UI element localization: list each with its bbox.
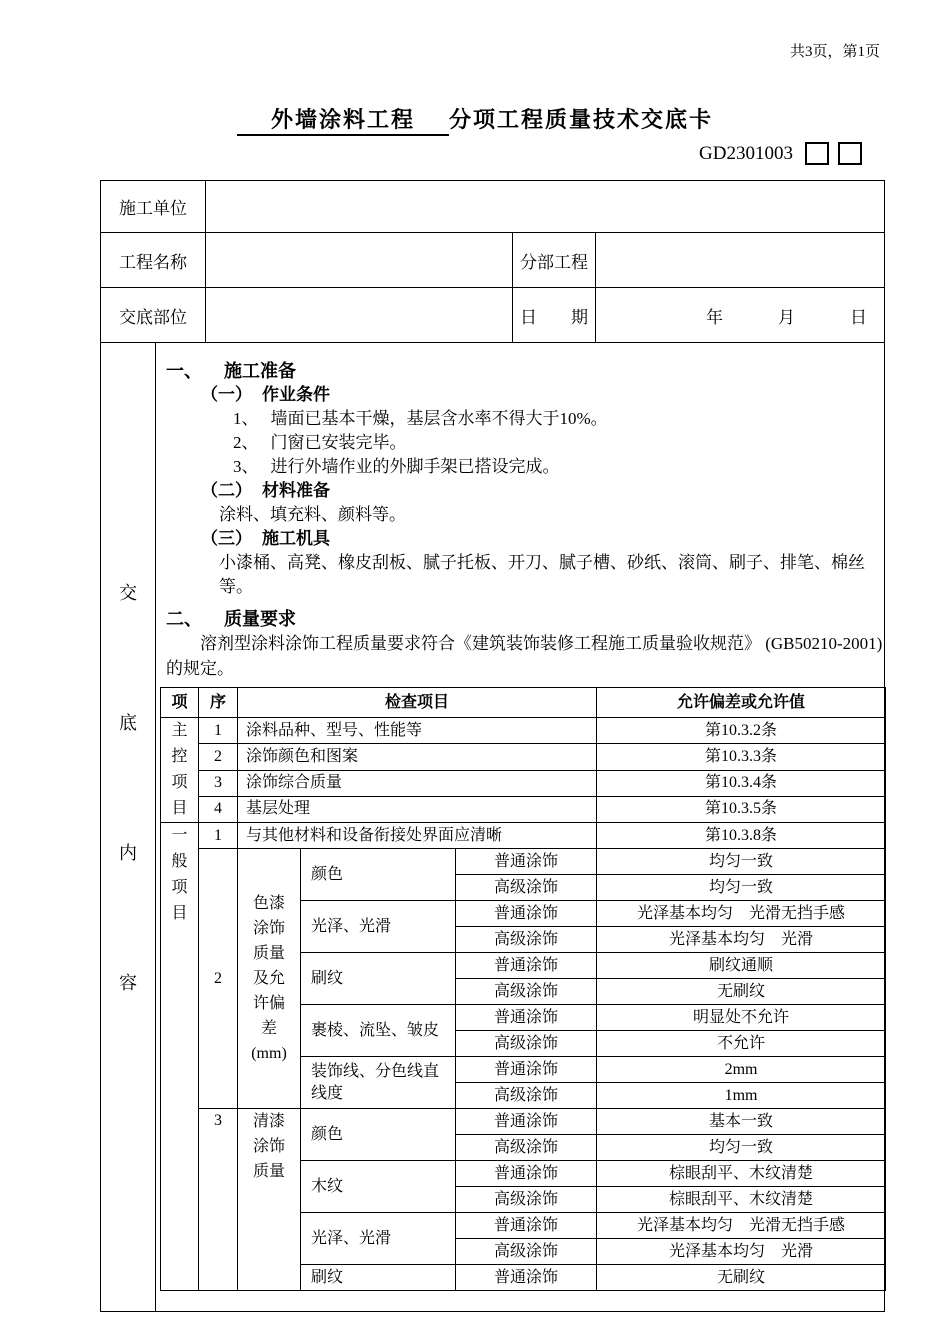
value-cell: 光泽基本均匀 光滑 [597,1239,886,1265]
col-header-seq: 序 [199,688,238,718]
form-code: GD2301003 [699,142,793,164]
quality-intro-paragraph: 溶剂型涂料涂饰工程质量要求符合《建筑装饰装修工程施工质量验收规范》 (GB50210-2001)的规定。 [166,634,883,678]
section-title: 质量要求 [224,609,296,629]
list-item [156,407,886,431]
item-text: 门窗已安装完毕。 [270,433,407,452]
briefing-content-vertical-label [101,343,156,1311]
subsection-number: （一） [201,385,252,404]
subsection-number: （三） [201,529,252,548]
seq-cell: 3 [199,770,238,796]
value-cell: 第10.3.4条 [597,770,886,796]
seq-cell: 1 [199,823,238,849]
item-number: 2、 [233,433,259,452]
qt-row [161,770,886,796]
subsection-number: （二） [201,481,252,500]
form-table [100,180,885,1312]
value-cell: 第10.3.5条 [597,796,886,822]
vertical-char: 内 [119,843,137,863]
col-header-allowed: 允许偏差或允许值 [597,688,886,718]
general-items-label: 一般项目 [161,823,199,1291]
table-row [101,181,885,233]
code-checkbox-2[interactable] [838,142,862,165]
seq-cell: 2 [199,744,238,770]
item-number: 3、 [233,457,259,476]
briefing-content [156,343,890,1311]
value-cell: 第10.3.3条 [597,744,886,770]
subsection-title: 作业条件 [262,385,330,404]
subsection-1-heading [156,383,886,407]
vertical-char: 容 [119,973,137,993]
seq-cell: 4 [199,796,238,822]
title-suffix: 分项工程质量技术交底卡 [449,107,714,132]
value-cell: 光泽基本均匀 光滑无挡手感 [597,901,886,927]
construction-unit-value[interactable] [206,181,885,233]
value-cell: 均匀一致 [597,849,886,875]
grade-cell: 高级涂饰 [456,1187,597,1213]
grade-cell: 高级涂饰 [456,1239,597,1265]
grade-cell: 高级涂饰 [456,979,597,1005]
section-number: 二、 [166,609,202,629]
item-cell: 涂料品种、型号、性能等 [238,718,597,744]
section-title: 施工准备 [224,361,296,381]
value-cell: 棕眼刮平、木纹清楚 [597,1161,886,1187]
grade-cell: 高级涂饰 [456,1031,597,1057]
value-cell: 无刷纹 [597,979,886,1005]
value-cell: 2mm [597,1057,886,1083]
category-cell: 清漆涂饰质量 [238,1109,301,1291]
value-cell: 基本一致 [597,1109,886,1135]
col-header-check-item: 检查项目 [238,688,597,718]
grade-cell: 普通涂饰 [456,1005,597,1031]
sub-item-cell: 木纹 [301,1161,456,1213]
subsection-2-heading [156,479,886,503]
item-number: 1、 [233,409,259,428]
section-number: 一、 [166,361,202,381]
grade-cell: 普通涂饰 [456,901,597,927]
sub-item-cell: 刷纹 [301,1265,456,1291]
grade-cell: 高级涂饰 [456,875,597,901]
value-cell: 无刷纹 [597,1265,886,1291]
item-cell: 涂饰综合质量 [238,770,597,796]
table-row [101,288,885,343]
value-cell: 明显处不允许 [597,1005,886,1031]
date-value[interactable]: 年 月 日 [596,288,885,343]
body-text: 小漆桶、高凳、橡皮刮板、腻子托板、开刀、腻子槽、砂纸、滚筒、刷子、排笔、棉丝等。 [219,553,865,596]
code-checkbox-1[interactable] [805,142,829,165]
grade-cell: 高级涂饰 [456,1135,597,1161]
value-cell: 均匀一致 [597,1135,886,1161]
subsection-3-heading [156,527,886,551]
quality-table [160,687,886,1291]
sub-item-cell: 颜色 [301,1109,456,1161]
item-cell: 涂饰颜色和图案 [238,744,597,770]
value-cell: 光泽基本均匀 光滑 [597,927,886,953]
value-cell: 不允许 [597,1031,886,1057]
section-2-heading [156,607,886,631]
seq-cell: 3 [199,1109,238,1291]
form-code-row [0,142,950,165]
project-name-value[interactable] [206,233,513,288]
grade-cell: 普通涂饰 [456,1057,597,1083]
seq-cell: 1 [199,718,238,744]
date-label: 日 期 [513,288,596,343]
table-row [101,343,885,1312]
value-cell: 第10.3.8条 [597,823,886,849]
vertical-char: 交 [119,583,137,603]
col-header-item: 项 [161,688,199,718]
document-title [0,103,950,134]
division-label: 分部工程 [513,233,596,288]
qt-row [161,849,886,875]
value-cell: 1mm [597,1083,886,1109]
value-cell: 第10.3.2条 [597,718,886,744]
grade-cell: 普通涂饰 [456,849,597,875]
sub-item-cell: 颜色 [301,849,456,901]
table-row [101,233,885,288]
sub-item-cell: 装饰线、分色线直线度 [301,1057,456,1109]
item-text: 进行外墙作业的外脚手架已搭设完成。 [270,457,560,476]
page-indicator: 共3页，第1页 [789,44,880,60]
value-cell: 刷纹通顺 [597,953,886,979]
qt-row [161,744,886,770]
briefing-part-value[interactable] [206,288,513,343]
sub-item-cell: 光泽、光滑 [301,901,456,953]
qt-row [161,718,886,744]
division-value[interactable] [596,233,885,288]
main-control-label: 主控项目 [161,718,199,823]
grade-cell: 高级涂饰 [456,1083,597,1109]
construction-unit-label: 施工单位 [101,181,206,233]
briefing-part-label: 交底部位 [101,288,206,343]
quality-table-header [161,688,886,718]
seq-cell: 2 [199,849,238,1109]
title-project-type: 外墙涂料工程 [237,107,449,136]
item-cell: 基层处理 [238,796,597,822]
item-text: 墙面已基本干燥，基层含水率不得大于10%。 [270,409,608,428]
subsection-title: 材料准备 [262,481,330,500]
value-cell: 棕眼刮平、木纹清楚 [597,1187,886,1213]
grade-cell: 高级涂饰 [456,927,597,953]
briefing-content-cell [101,343,885,1312]
list-item [156,455,886,479]
qt-row [161,1109,886,1135]
qt-row [161,796,886,822]
subsection-title: 施工机具 [262,529,330,548]
section-1-heading [156,359,886,383]
value-cell: 均匀一致 [597,875,886,901]
qt-row [161,823,886,849]
grade-cell: 普通涂饰 [456,1265,597,1291]
grade-cell: 普通涂饰 [456,1109,597,1135]
grade-cell: 普通涂饰 [456,1161,597,1187]
value-cell: 光泽基本均匀 光滑无挡手感 [597,1213,886,1239]
sub-item-cell: 裹棱、流坠、皱皮 [301,1005,456,1057]
grade-cell: 普通涂饰 [456,1213,597,1239]
category-cell: 色漆涂饰质量及允许偏差 (mm) [238,849,301,1109]
vertical-char: 底 [119,713,137,733]
list-item [156,431,886,455]
grade-cell: 普通涂饰 [456,953,597,979]
body-text: 涂料、填充料、颜料等。 [219,505,406,524]
item-cell: 与其他材料和设备衔接处界面应清晰 [238,823,597,849]
project-name-label: 工程名称 [101,233,206,288]
sub-item-cell: 刷纹 [301,953,456,1005]
sub-item-cell: 光泽、光滑 [301,1213,456,1265]
code-boxes [805,142,862,165]
